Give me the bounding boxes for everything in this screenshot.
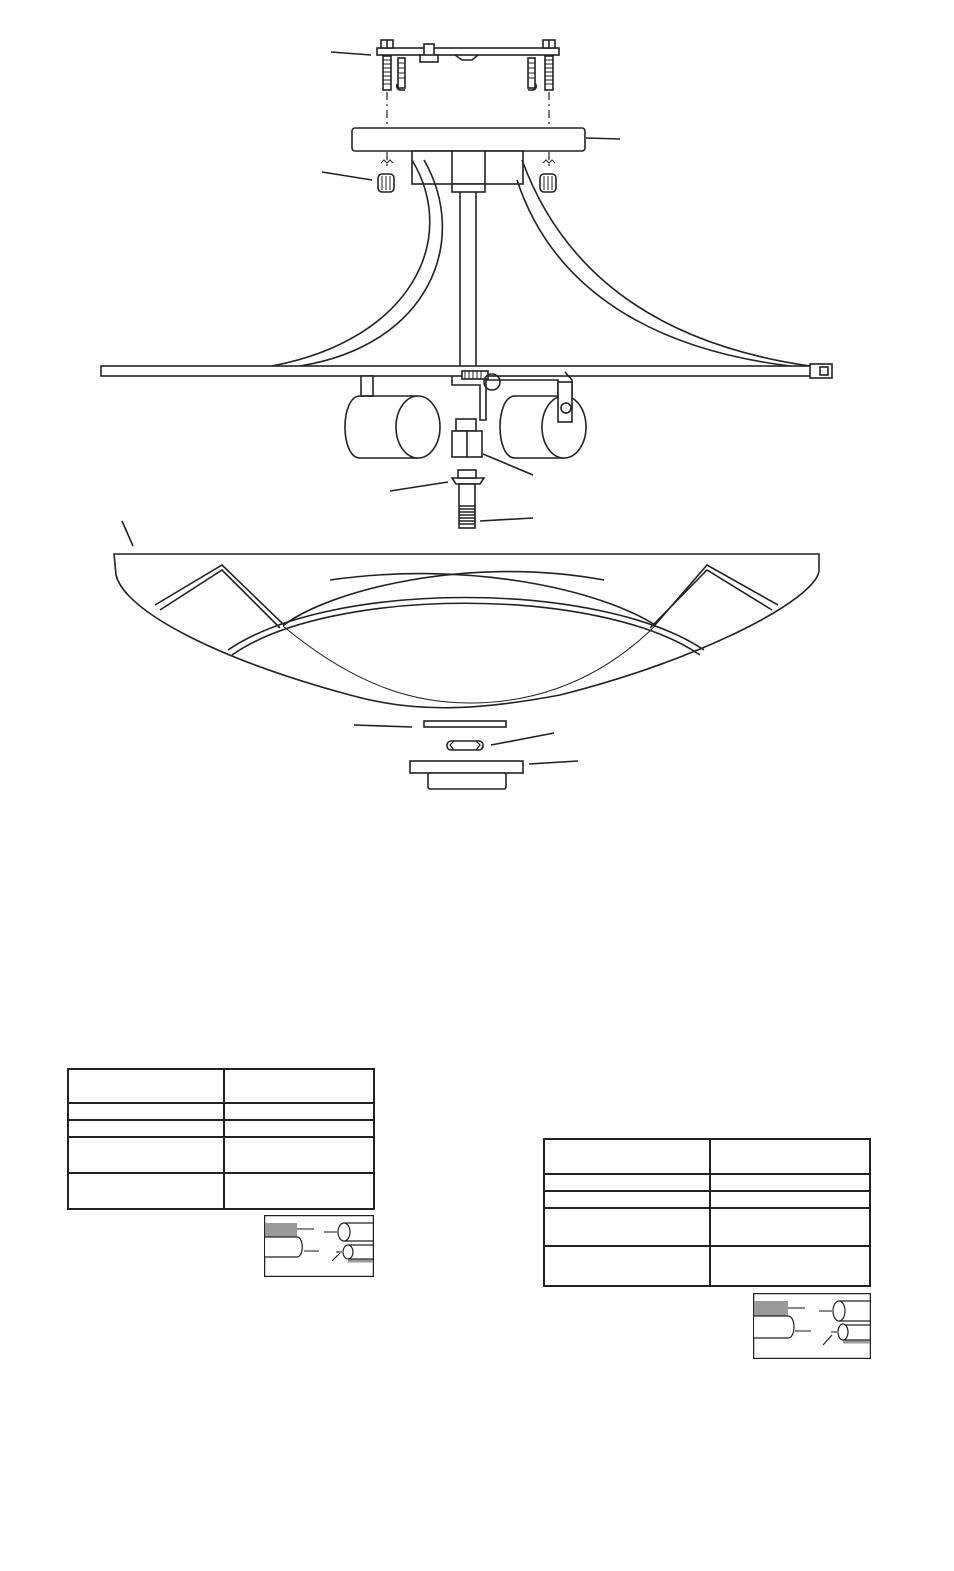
stripped-wire-icon: [753, 1293, 871, 1359]
wiring-cell: [544, 1139, 710, 1174]
curved-arm-left: [272, 160, 442, 366]
lock-washer: [452, 478, 484, 484]
wiring-cell: [68, 1137, 224, 1173]
wiring-cell: [68, 1173, 224, 1209]
wiring-cell: [544, 1191, 710, 1208]
lamp-socket-right: [500, 382, 586, 458]
glass-bowl: [114, 554, 819, 708]
wiring-cell: [544, 1174, 710, 1191]
center-stem: [452, 184, 485, 366]
wiring-table-2: [543, 1138, 871, 1287]
wiring-table-1: [67, 1068, 375, 1210]
hex-nut-lower: [447, 741, 483, 750]
wiring-cell: [710, 1191, 870, 1208]
wiring-cell: [710, 1246, 870, 1286]
wiring-cell: [544, 1246, 710, 1286]
wiring-cell: [68, 1120, 224, 1137]
canopy-knob-left: [378, 174, 394, 192]
curved-arm-right: [517, 160, 810, 366]
wiring-cell: [710, 1139, 870, 1174]
wiring-cell: [224, 1103, 374, 1120]
wiring-cell: [224, 1137, 374, 1173]
glass-gasket: [424, 721, 506, 727]
wiring-cell: [710, 1174, 870, 1191]
finial-cap: [410, 761, 523, 789]
wiring-cell: [224, 1120, 374, 1137]
canopy-knob-right: [540, 174, 556, 192]
hex-nut-upper: [452, 419, 482, 457]
lamp-socket-left: [345, 376, 440, 458]
wiring-cell: [224, 1173, 374, 1209]
wiring-cell: [224, 1069, 374, 1103]
wiring-cell: [544, 1208, 710, 1246]
threaded-rod: [458, 470, 476, 528]
wiring-cell: [68, 1069, 224, 1103]
wiring-cell: [710, 1208, 870, 1246]
wiring-cell: [68, 1103, 224, 1120]
stripped-wire-icon: [264, 1215, 374, 1277]
